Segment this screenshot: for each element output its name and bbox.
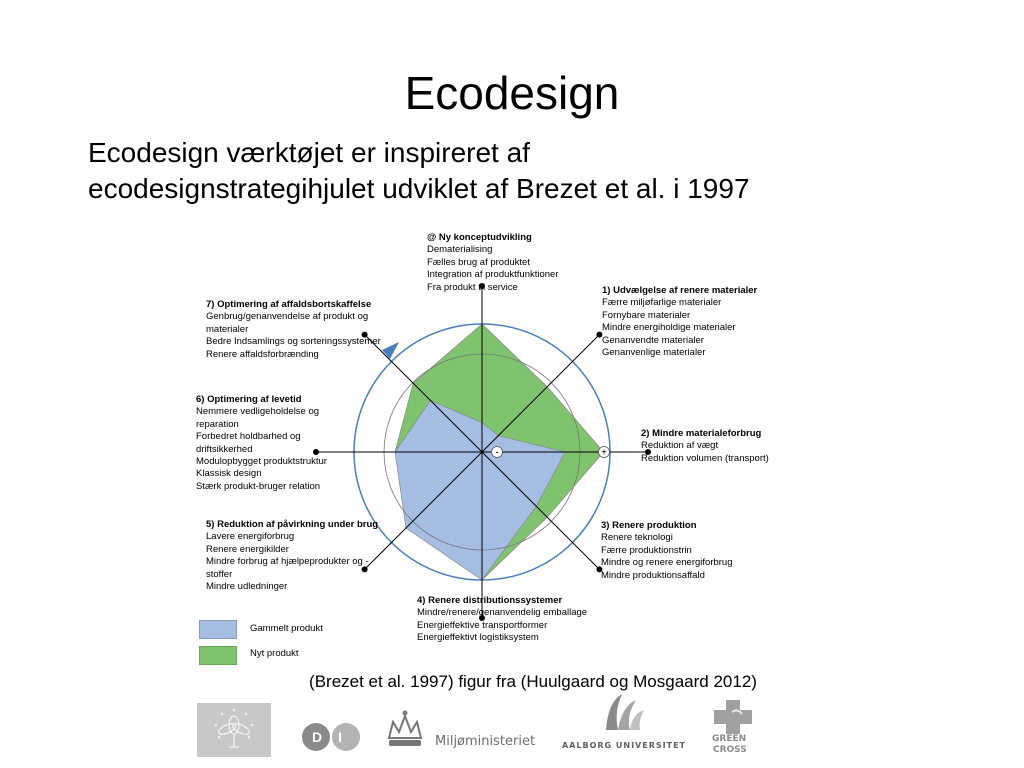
eu-flower-logo [197, 703, 271, 757]
strategy-line: Mindre forbrug af hjælpeprodukter og -stoffer [206, 556, 369, 580]
strategy-line: Mindre udledninger [206, 581, 288, 593]
strategy-line: Klassisk design [196, 468, 262, 480]
strategy-line: Genanvendte materialer [602, 334, 704, 346]
strategy-heading-2: 2) Mindre materialeforbrug [641, 428, 762, 439]
strategy-line: Renere energikilder [206, 543, 289, 555]
strategy-line: Integration af produktfunktioner [427, 269, 559, 281]
strategy-heading-3: 3) Renere produktion [601, 520, 697, 531]
strategy-heading-1: 1) Udvælgelse af renere materialer [602, 285, 758, 296]
strategy-line: Lavere energiforbrug [206, 531, 295, 543]
strategy-line: Fornybare materialer [602, 309, 691, 321]
aau-logo [560, 690, 690, 754]
strategy-heading-5: 5) Reduktion af påvirkning under brug [206, 519, 379, 530]
strategy-line: Mindre produktionsaffald [601, 569, 705, 581]
legend-swatch-old [199, 620, 237, 639]
strategy-label-7 [206, 299, 396, 361]
strategy-label-1 [602, 285, 757, 359]
strategy-line: Dematerialising [427, 244, 493, 256]
strategy-label-3 [601, 520, 733, 582]
strategy-line: Energieffektive transportformer [417, 619, 548, 631]
strategy-line: Fælles brug af produktet [427, 256, 530, 268]
strategy-line: Fra produkt til service [427, 281, 518, 293]
flower-icon [197, 703, 271, 757]
strategy-line: Genbrug/genanvendelse af produkt og materialer [206, 311, 369, 335]
subtitle-line-2: ecodesignstrategihjulet udviklet af Brezet et al. i 1997 [88, 173, 750, 204]
strategy-label-5 [206, 519, 386, 593]
strategy-heading-4: 4) Renere distributionssystemer [417, 595, 563, 606]
ministry-name: Miljøministeriet [435, 734, 536, 749]
strategy-line: Reduktion volumen (transport) [641, 452, 769, 464]
strategy-line: Modulopbygget produktstruktur [196, 456, 327, 468]
strategy-line: Reduktion af vægt [641, 440, 719, 452]
strategy-line: Mindre og renere energiforbrug [601, 557, 733, 569]
subtitle-line-1: Ecodesign værktøjet er inspireret af [88, 137, 530, 168]
strategy-heading-6: 6) Optimering af levetid [196, 394, 302, 405]
green-cross-icon [706, 698, 762, 734]
di-logo [302, 723, 360, 751]
strategy-heading-7: 7) Optimering af affaldsbortskaffelse [206, 299, 372, 310]
strategy-line: Færre miljøfarlige materialer [602, 297, 722, 309]
aau-name: AALBORG UNIVERSITET [562, 741, 686, 750]
strategy-line: Stærk produkt-bruger relation [196, 480, 321, 492]
green-cross-word-1: GREEN [712, 734, 747, 744]
strategy-line: Forbedret holdbarhed og driftsikkerhed [196, 431, 301, 455]
strategy-label-6 [196, 394, 346, 493]
strategy-line: Færre produktionstrin [601, 544, 692, 556]
strategy-line: Energieffektivt logistiksystem [417, 632, 539, 644]
legend-swatch-new [199, 646, 237, 665]
strategy-line: Mindre/renere/genanvendelig emballage [417, 607, 588, 619]
legend-label-new: Nyt produkt [250, 648, 299, 659]
crown-icon [383, 708, 427, 752]
di-logo-letters: DI [312, 729, 358, 745]
slide-title: Ecodesign [404, 67, 620, 119]
figure-caption: (Brezet et al. 1997) figur fra (Huulgaard og Mosgaard 2012) [309, 672, 757, 691]
legend-label-old: Gammelt produkt [250, 623, 323, 634]
minus-symbol: - [495, 447, 499, 459]
plus-symbol: + [601, 447, 607, 459]
strategy-line: Bedre Indsamlings og sorteringssystemer [206, 336, 381, 348]
strategy-line: Nemmere vedligeholdelse og reparation [196, 406, 320, 430]
strategy-heading-0: @ Ny konceptudvikling [427, 232, 532, 243]
strategy-line: Genanvenlige materialer [602, 347, 706, 359]
strategy-line: Renere teknologi [601, 532, 673, 544]
strategy-line: Mindre energiholdige materialer [602, 322, 736, 334]
ministry-logo [383, 708, 543, 760]
strategy-label-4 [417, 595, 587, 645]
strategy-label-2 [641, 428, 769, 465]
aau-wave-icon [560, 690, 690, 738]
strategy-line: Renere affaldsforbrænding [206, 348, 319, 360]
green-cross-logo [706, 698, 762, 758]
strategy-label-0 [427, 232, 559, 294]
green-cross-word-2: CROSS [713, 745, 747, 755]
